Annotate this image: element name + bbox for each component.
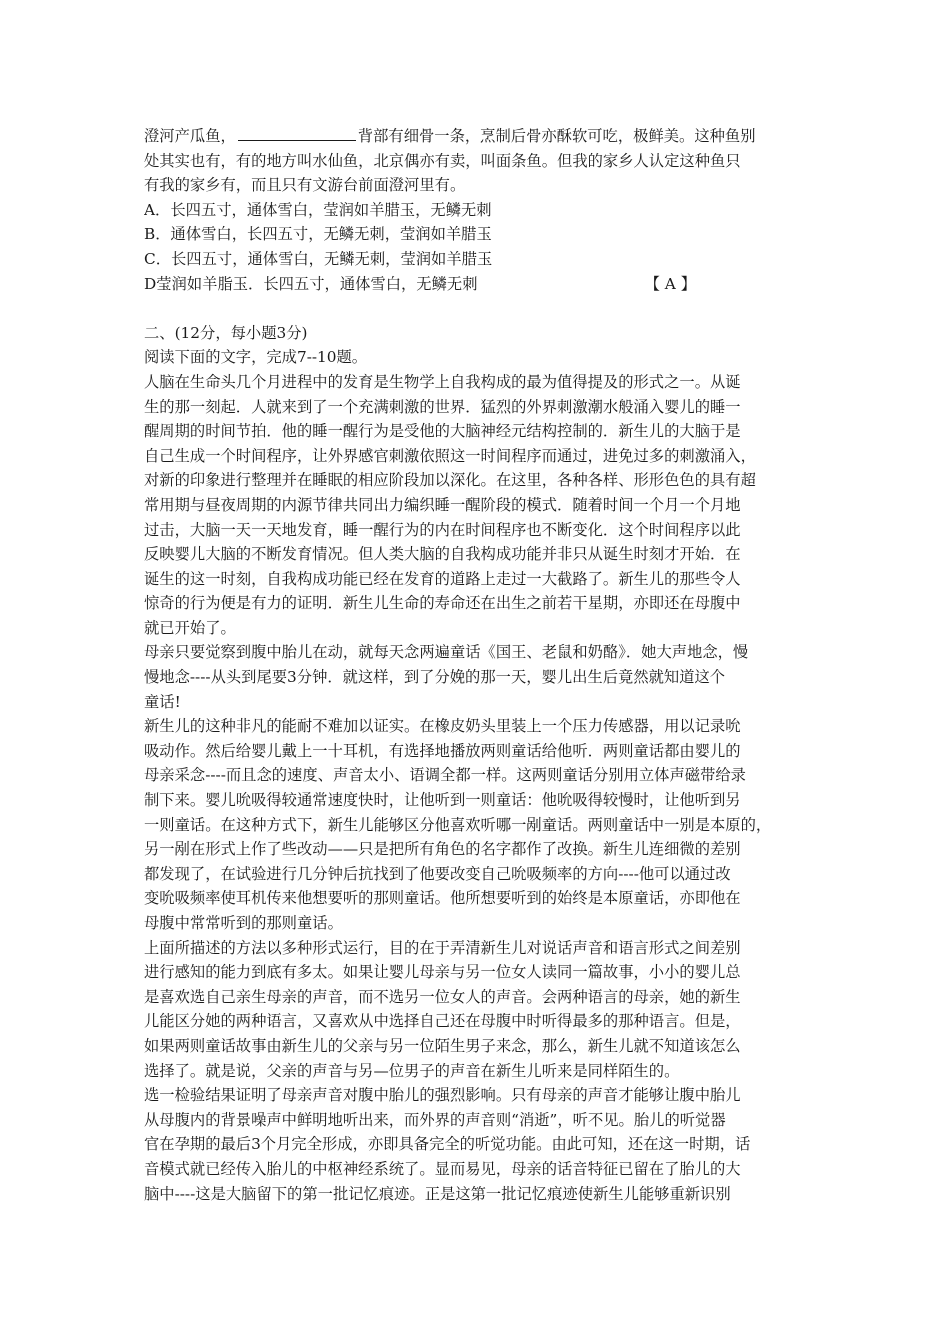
passage-line: 脑中----这是大脑留下的第一批记忆痕迹。正是这第一批记忆痕迹使新生儿能够重新识别: [144, 1184, 731, 1203]
section-instruction: 阅读下面的文字，完成7--10题。: [144, 348, 368, 367]
option-b: B．通体雪白，长四五寸，无鳞无刺，莹润如羊腊玉: [144, 225, 492, 244]
question-stem-line-2: 处其实也有，有的地方叫水仙鱼，北京偶亦有卖，叫面条鱼。但我的家乡人认定这种鱼只: [144, 151, 741, 170]
answer-marker: 【 A 】: [644, 274, 696, 293]
passage-line: 选择了。就是说，父亲的声音与另—位男子的声音在新生儿听来是同样陌生的。: [144, 1061, 680, 1080]
stem-text-part1: 澄河产瓜鱼，: [144, 127, 236, 145]
passage-line: 都发现了，在试验进行几分钟后抗找到了他要改变自己吮吸频率的方向----他可以通过改: [144, 864, 731, 883]
passage-line: 吸动作。然后给婴儿戴上一十耳机，有选择地播放两则童话给他听．两则童话都由婴儿的: [144, 741, 741, 760]
passage: [144, 370, 824, 1206]
passage-line: 母腹中常常听到的那则童话。: [144, 914, 343, 932]
passage-line: 母亲采念----而且念的速度、声音太小、语调全都一样。这两则童话分别用立体声磁带给录: [144, 766, 746, 785]
answer-blank: [238, 125, 356, 141]
document-page: [144, 124, 824, 1206]
passage-line: 官在孕期的最后3个月完全形成，亦即具备完全的听觉功能。由此可知，还在这一时期，话: [144, 1135, 751, 1154]
passage-line: 自己生成一个时间程序，让外界感官刺激依照这一时间程序而通过，进免过多的刺激涌入，: [144, 446, 756, 465]
passage-line: 人脑在生命头几个月进程中的发育是生物学上自我构成的最为值得提及的形式之一。从诞: [144, 372, 741, 391]
passage-line: 从母腹内的背景噪声中鲜明地听出来，而外界的声音则“消逝”，听不见。胎儿的听觉器: [144, 1110, 726, 1129]
option-d-row: [144, 272, 696, 297]
option-d: D莹润如羊脂玉．长四五寸，通体雪白，无鳞无刺: [144, 274, 478, 293]
stem-text-part2: 背部有细骨一条，烹制后骨亦酥软可吃，极鲜美。这种鱼别: [357, 127, 756, 145]
section-heading: 二、(12分，每小题3分): [144, 323, 308, 342]
passage-line: 对新的印象进行整理并在睡眠的相应阶段加以深化。在这里，各种各样、形形色色的具有超: [144, 471, 756, 490]
passage-line: 过击，大脑一天一天地发育，睡一醒行为的内在时间程序也不断变化．这个时间程序以此: [144, 520, 741, 539]
passage-line: 诞生的这一时刻，自我构成功能已经在发育的道路上走过一大截路了。新生儿的那些令人: [144, 569, 741, 588]
passage-line: 儿能区分她的两种语言，又喜欢从中选择自己还在母腹中时听得最多的那种语言。但是，: [144, 1012, 741, 1031]
passage-line: 慢地念----从头到尾要3分钟．就这样，到了分娩的那一天，婴儿出生后竟然就知道这个: [144, 668, 726, 687]
option-a: A．长四五寸，通体雪白，莹润如羊腊玉，无鳞无刺: [144, 200, 492, 219]
passage-line: 进行感知的能力到底有多太。如果让婴儿母亲与另一位女人读同一篇故事，小小的婴儿总: [144, 963, 741, 982]
passage-line: 就已开始了。: [144, 618, 236, 637]
passage-line: 新生儿的这种非凡的能耐不难加以证实。在橡皮奶头里装上一个压力传感器，用以记录吮: [144, 717, 741, 736]
question-stem-line-3: 有我的家乡有，而且只有文游台前面澄河里有。: [144, 176, 466, 195]
passage-line: 另一剐在形式上作了些改动——只是把所有角色的名字都作了改换。新生儿连细微的差别: [144, 840, 741, 859]
question-stem-line-1: [144, 124, 824, 149]
passage-line: 变吮吸频率使耳机传来他想要听的那则童话。他所想要听到的始终是本原童话，亦即他在: [144, 889, 741, 908]
passage-line: 常用期与昼夜周期的内源节律共同出力编织睡一醒阶段的模式．随着时间一个月一个月地: [144, 495, 741, 514]
passage-line: 一则童话。在这种方式下，新生儿能够区分他喜欢听哪一剐童话。两则童话中一别是本原的，: [144, 815, 772, 834]
passage-line: 制下来。婴儿吮吸得较通常速度快时，让他听到一则童话：他吮吸得较慢时，让他听到另: [144, 791, 741, 810]
passage-line: 惊奇的行为便是有力的证明．新生儿生命的寿命还在出生之前若干星期，亦即还在母腹中: [144, 594, 741, 613]
passage-line: 母亲只要觉察到腹中胎儿在动，就每天念两遍童话《国王、老鼠和奶酪》．她大声地念，慢: [144, 643, 749, 662]
passage-line: 反映婴儿大脑的不断发育情况。但人类大脑的自我构成功能并非只从诞生时刻才开始．在: [144, 545, 741, 564]
option-c: C．长四五寸，通体雪白，无鳞无刺，莹润如羊腊玉: [144, 249, 493, 268]
passage-line: 生的那一刻起．人就来到了一个充满刺激的世界．猛烈的外界刺激潮水般涌入婴儿的睡一: [144, 397, 741, 416]
passage-line: 音模式就已经传入胎儿的中枢神经系统了。显而易见，母亲的话音特征已留在了胎儿的大: [144, 1159, 741, 1178]
passage-line: 上面所描述的方法以多种形式运行，目的在于弄清新生儿对说话声音和语言形式之间差别: [144, 938, 741, 957]
spacer: [144, 296, 824, 321]
passage-line: 是喜欢选自己亲生母亲的声音，而不选另一位女人的声音。会两种语言的母亲，她的新生: [144, 987, 741, 1006]
passage-line: 如果两则童话故事由新生儿的父亲与另一位陌生男子来念，那么，新生儿就不知道该怎么: [144, 1036, 741, 1055]
passage-line: 选一检验结果证明了母亲声音对腹中胎儿的强烈影响。只有母亲的声音才能够让腹中胎儿: [144, 1086, 741, 1105]
passage-line: 醒周期的时间节拍．他的睡一醒行为是受他的大脑神经元结构控制的．新生儿的大脑于是: [144, 422, 741, 441]
passage-line: 童话!: [144, 692, 181, 711]
